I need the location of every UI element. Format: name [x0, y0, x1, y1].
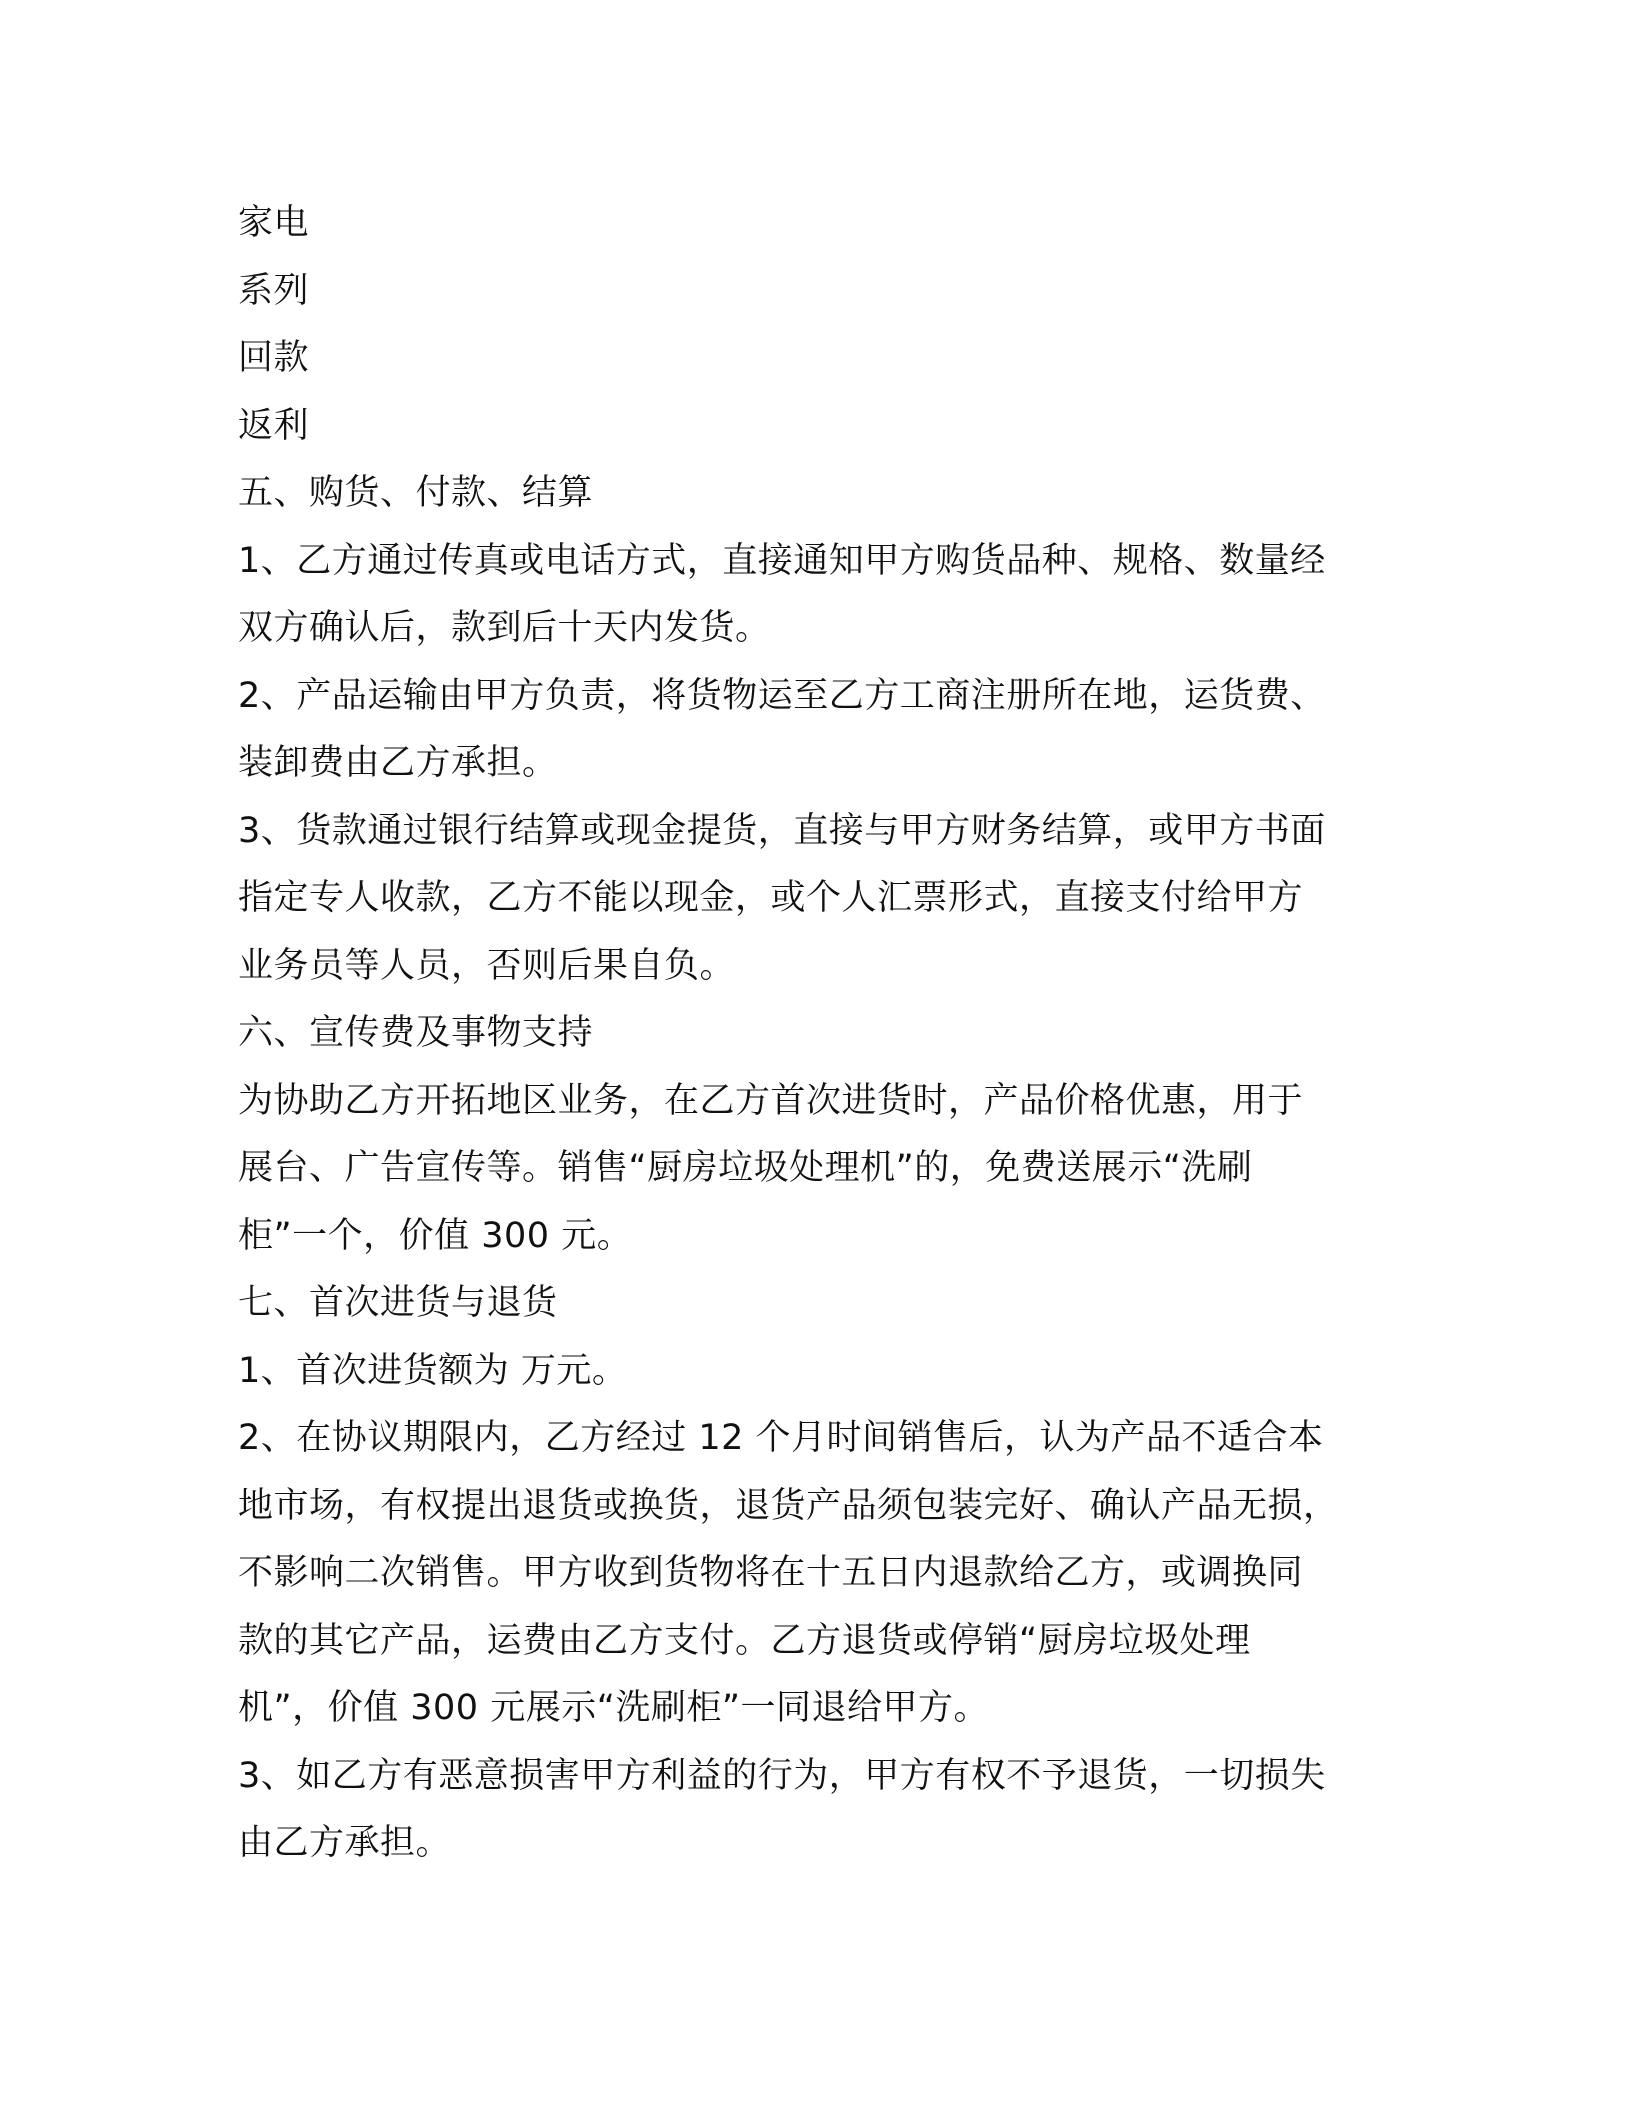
- document-body: [238, 190, 1398, 1878]
- text-line: 3、如乙方有恶意损害甲方利益的行为，甲方有权不予退货，一切损失: [238, 1755, 1326, 1796]
- text-line: 2、产品运输由甲方负责，将货物运至乙方工商注册所在地，运货费、: [238, 675, 1326, 716]
- text-line: 装卸费由乙方承担。: [238, 743, 558, 783]
- text-line: 回款: [238, 338, 310, 378]
- text-line: 款的其它产品，运费由乙方支付。乙方退货或停销“厨房垃圾处理: [238, 1620, 1251, 1661]
- section-heading-5: 五、购货、付款、结算: [238, 473, 594, 513]
- text-line: 2、在协议期限内，乙方经过 12 个月时间销售后，认为产品不适合本: [238, 1418, 1324, 1458]
- text-line: 机”，价值 300 元展示“洗刷柜”一同退给甲方。: [238, 1688, 989, 1728]
- text-line: 双方确认后，款到后十天内发货。: [238, 608, 771, 648]
- section-heading-7: 七、首次进货与退货: [238, 1283, 558, 1323]
- text-line: 家电: [238, 203, 310, 243]
- text-line: 地市场，有权提出退货或换货，退货产品须包装完好、确认产品无损，: [238, 1485, 1339, 1526]
- text-line: 系列: [238, 270, 310, 311]
- text-line: 由乙方承担。: [238, 1823, 452, 1863]
- text-line: 展台、广告宣传等。销售“厨房垃圾处理机”的，免费送展示“洗刷: [238, 1148, 1253, 1188]
- text-line: 1、乙方通过传真或电话方式，直接通知甲方购货品种、规格、数量经: [238, 540, 1326, 581]
- text-line: 1、首次进货额为 万元。: [238, 1350, 628, 1391]
- text-line: 不影响二次销售。甲方收到货物将在十五日内退款给乙方，或调换同: [238, 1553, 1304, 1593]
- text-line: 为协助乙方开拓地区业务，在乙方首次进货时，产品价格优惠，用于: [238, 1080, 1304, 1121]
- text-line: 返利: [238, 405, 310, 446]
- text-line: 业务员等人员，否则后果自负。: [238, 945, 736, 986]
- section-heading-6: 六、宣传费及事物支持: [238, 1013, 594, 1053]
- text-line: 指定专人收款，乙方不能以现金，或个人汇票形式，直接支付给甲方: [238, 878, 1304, 918]
- text-line: 3、货款通过银行结算或现金提货，直接与甲方财务结算，或甲方书面: [238, 810, 1326, 851]
- text-line: 柜”一个，价值 300 元。: [238, 1215, 633, 1256]
